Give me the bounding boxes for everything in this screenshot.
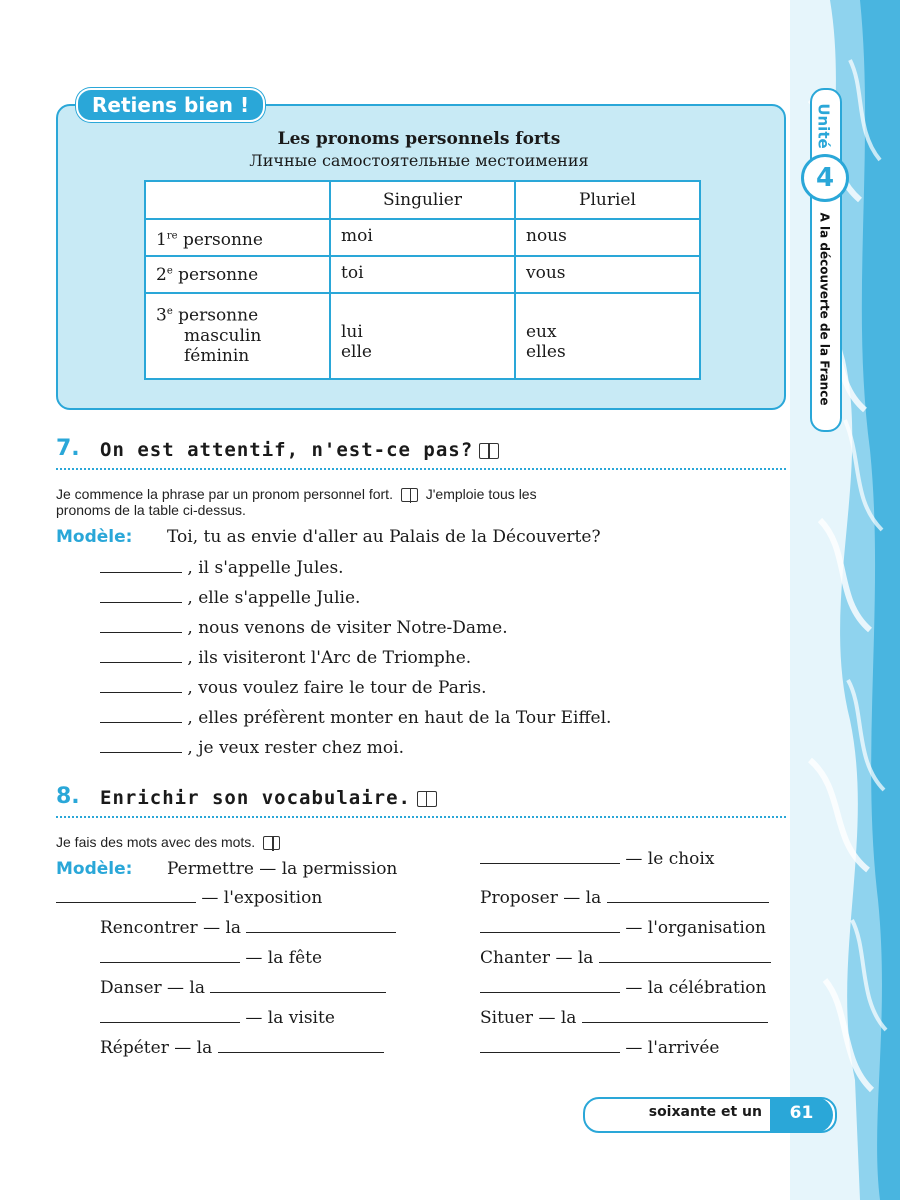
singular-cell: lui elle [330,293,515,379]
answer-blank[interactable] [100,558,182,573]
answer-blank[interactable] [218,1038,384,1053]
section-divider [56,468,786,470]
exercise-sentence: , nous venons de visiter Notre-Dame. [100,618,508,638]
pronouns-table [144,180,701,380]
vocab-item: — le choix [480,849,714,869]
vocab-item: Chanter — la [480,948,771,968]
singular-cell: toi [330,256,515,293]
exercise-8-number: 8. [56,784,80,809]
exercise-sentence: , elles préfèrent monter en haut de la Tour Eiffel. [100,708,611,728]
book-icon [263,836,280,850]
vocab-item: Rencontrer — la [100,918,396,938]
modele-sentence: Toi, tu as envie d'aller au Palais de la Découverte? [167,527,601,547]
plural-cell: nous [515,219,700,256]
answer-blank[interactable] [246,918,396,933]
table-header-row [145,181,700,219]
answer-blank[interactable] [100,948,240,963]
person-cell: 2e personne [145,256,330,293]
answer-blank[interactable] [100,738,182,753]
vocab-item: — la célébration [480,978,766,998]
answer-blank[interactable] [100,648,182,663]
vocab-item: Permettre — la permission [167,859,398,879]
plural-cell: eux elles [515,293,700,379]
answer-blank[interactable] [599,948,771,963]
table-row [145,293,700,379]
modele-label: Modèle: [56,527,133,547]
person-cell: 1re personne [145,219,330,256]
plural-cell: vous [515,256,700,293]
unit-title: A la découverte de la France [817,212,832,406]
person-cell: 3e personne masculin féminin [145,293,330,379]
modele-label: Modèle: [56,859,133,879]
vocab-item: Proposer — la [480,888,769,908]
page-number-words: soixante et un [648,1104,762,1120]
page-number: 61 [770,1097,833,1133]
answer-blank[interactable] [100,678,182,693]
answer-blank[interactable] [480,918,620,933]
answer-blank[interactable] [100,618,182,633]
exercise-7-number: 7. [56,436,80,461]
answer-blank[interactable] [607,888,769,903]
answer-blank[interactable] [480,1038,620,1053]
vocab-item: — l'organisation [480,918,766,938]
pronouns-table-title: Les pronoms personnels forts [277,129,561,149]
table-row [145,219,700,256]
exercise-sentence: , elle s'appelle Julie. [100,588,360,608]
unit-word: Unité [815,103,834,149]
vocab-item: Situer — la [480,1008,768,1028]
exercise-8-instruction: Je fais des mots avec des mots. [56,834,280,850]
exercise-8-title: Enrichir son vocabulaire. [100,787,437,809]
vocab-item: — l'arrivée [480,1038,719,1058]
exercise-sentence: , vous voulez faire le tour de Paris. [100,678,487,698]
vocab-item: — la fête [100,948,322,968]
book-icon [417,791,437,807]
header-pluriel: Pluriel [515,181,700,219]
exercise-sentence: , ils visiteront l'Arc de Triomphe. [100,648,471,668]
vocab-item: Répéter — la [100,1038,384,1058]
book-icon [479,443,499,459]
answer-blank[interactable] [582,1008,768,1023]
answer-blank[interactable] [56,888,196,903]
exercise-7-instruction: Je commence la phrase par un pronom personnel fort. J'emploie tous les pronoms de la table ci-dessus. [56,486,537,519]
answer-blank[interactable] [100,708,182,723]
answer-blank[interactable] [100,588,182,603]
book-icon [401,488,418,502]
exercise-7-title: On est attentif, n'est-ce pas? [100,439,499,461]
answer-blank[interactable] [480,978,620,993]
section-divider [56,816,786,818]
table-row [145,256,700,293]
retiens-bien-label: Retiens bien ! [76,88,265,122]
answer-blank[interactable] [100,1008,240,1023]
exercise-sentence: , je veux rester chez moi. [100,738,404,758]
singular-cell: moi [330,219,515,256]
table-corner-cell [145,181,330,219]
answer-blank[interactable] [210,978,386,993]
answer-blank[interactable] [480,849,620,864]
unit-number: 4 [801,154,849,202]
vocab-item: — l'exposition [56,888,322,908]
pronouns-table-subtitle: Личные самостоятельные местоимения [249,151,589,170]
vocab-item: Danser — la [100,978,386,998]
vocab-item: — la visite [100,1008,335,1028]
exercise-sentence: , il s'appelle Jules. [100,558,344,578]
header-singulier: Singulier [330,181,515,219]
